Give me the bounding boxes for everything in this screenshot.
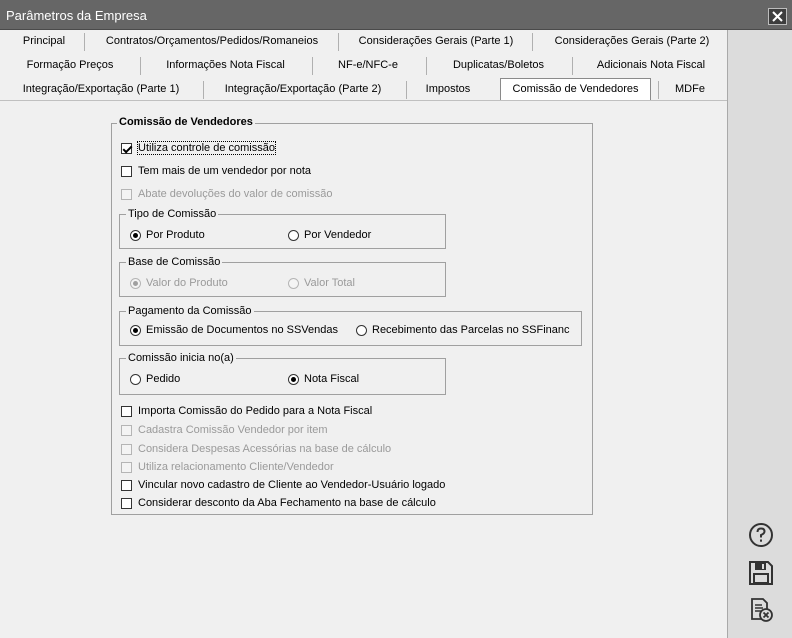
tab-separator [406,81,407,99]
tab-separator [426,57,427,75]
pedido-label: Pedido [146,373,181,385]
base-comissao-title: Base de Comissão [128,256,221,268]
tab-mdfe[interactable]: MDFe [675,83,705,95]
main-area [0,30,727,638]
tab-nfe-nfce[interactable]: NF-e/NFC-e [338,59,398,71]
tab-integracao-2[interactable]: Integração/Exportação (Parte 2) [224,83,382,95]
side-panel [727,30,792,638]
vincular-cliente-label: Vincular novo cadastro de Cliente ao Vendedor-Usuário logado [138,479,446,491]
close-icon [772,11,783,22]
checkbox-box [121,189,132,200]
checkbox-box [121,462,132,473]
emissao-documentos-label: Emissão de Documentos no SSVendas [146,324,339,336]
importa-comissao-checkbox[interactable] [121,403,372,419]
tab-separator [312,57,313,75]
considera-despesas-checkbox [121,441,391,457]
tab-adicionais-nota-fiscal[interactable]: Adicionais Nota Fiscal [596,59,706,71]
checkbox-box[interactable] [121,406,132,417]
title-bar [0,0,792,30]
tab-separator [572,57,573,75]
checkbox-box[interactable] [121,480,132,491]
help-icon [748,522,774,548]
cadastra-comissao-checkbox [121,422,328,438]
tab-separator [532,33,533,51]
tab-informacoes-nota-fiscal[interactable]: Informações Nota Fiscal [166,59,285,71]
importa-comissao-label: Importa Comissão do Pedido para a Nota Fiscal [138,405,373,417]
tab-content-border [0,100,727,101]
checkbox-box[interactable] [121,143,132,154]
radio-valor-total [288,275,355,291]
tab-consideracoes-2[interactable]: Considerações Gerais (Parte 2) [554,35,710,47]
checkbox-box[interactable] [121,498,132,509]
radio-circle[interactable] [130,374,141,385]
radio-nota-fiscal[interactable] [288,371,359,387]
window-title: Parâmetros da Empresa [6,8,147,23]
comissao-group-title: Comissão de Vendedores [119,116,253,128]
radio-recebimento-parcelas[interactable] [356,322,570,338]
valor-produto-label: Valor do Produto [146,277,228,289]
radio-por-vendedor[interactable] [288,227,371,243]
save-icon [748,560,774,586]
tab-separator [203,81,204,99]
tab-separator [140,57,141,75]
tab-principal[interactable]: Principal [22,35,66,47]
abate-devolucoes-checkbox [121,186,332,202]
radio-emissao-documentos[interactable] [130,322,338,338]
radio-por-produto[interactable] [130,227,205,243]
radio-circle[interactable] [288,230,299,241]
abate-devolucoes-label: Abate devoluções do valor de comissão [138,188,333,200]
tab-impostos[interactable]: Impostos [425,83,471,95]
radio-circle[interactable] [288,374,299,385]
tab-comissao-vendedores[interactable]: Comissão de Vendedores [500,78,651,100]
tab-contratos[interactable]: Contratos/Orçamentos/Pedidos/Romaneios [105,35,319,47]
pagamento-comissao-title: Pagamento da Comissão [128,305,252,317]
vincular-cliente-checkbox[interactable] [121,477,445,493]
tab-formacao-precos[interactable]: Formação Preços [26,59,114,71]
checkbox-box [121,444,132,455]
nota-fiscal-label: Nota Fiscal [304,373,360,385]
comissao-inicia-title: Comissão inicia no(a) [128,352,234,364]
considera-despesas-label: Considera Despesas Acessórias na base de cálculo [138,443,392,455]
tab-consideracoes-1[interactable]: Considerações Gerais (Parte 1) [358,35,514,47]
recebimento-parcelas-label: Recebimento das Parcelas no SSFinanc [372,324,570,336]
radio-circle[interactable] [356,325,367,336]
radio-circle[interactable] [130,230,141,241]
utiliza-controle-checkbox[interactable] [121,140,275,156]
mais-vendedor-label: Tem mais de um vendedor por nota [138,165,312,177]
tipo-comissao-title: Tipo de Comissão [128,208,217,220]
cadastra-comissao-label: Cadastra Comissão Vendedor por item [138,424,328,436]
considerar-desconto-label: Considerar desconto da Aba Fechamento na base de cálculo [138,497,436,509]
radio-valor-produto [130,275,228,291]
por-produto-label: Por Produto [146,229,205,241]
close-button[interactable] [768,8,787,25]
valor-total-label: Valor Total [304,277,355,289]
radio-circle [130,278,141,289]
checkbox-box[interactable] [121,166,132,177]
tab-integracao-1[interactable]: Integração/Exportação (Parte 1) [22,83,180,95]
mais-vendedor-checkbox[interactable] [121,163,311,179]
relacionamento-cliente-checkbox [121,459,334,475]
relacionamento-cliente-label: Utiliza relacionamento Cliente/Vendedor [138,461,334,473]
save-button[interactable] [747,559,775,587]
utiliza-controle-label: Utiliza controle de comissão [138,142,275,154]
radio-circle [288,278,299,289]
considerar-desconto-checkbox[interactable] [121,495,436,511]
help-button[interactable] [747,521,775,549]
radio-circle[interactable] [130,325,141,336]
tab-separator [658,81,659,99]
tab-duplicatas-boletos[interactable]: Duplicatas/Boletos [452,59,545,71]
por-vendedor-label: Por Vendedor [304,229,372,241]
tab-separator [338,33,339,51]
cancel-document-icon [748,597,774,623]
cancel-button[interactable] [747,596,775,624]
checkbox-box [121,425,132,436]
tab-separator [84,33,85,51]
radio-pedido[interactable] [130,371,180,387]
